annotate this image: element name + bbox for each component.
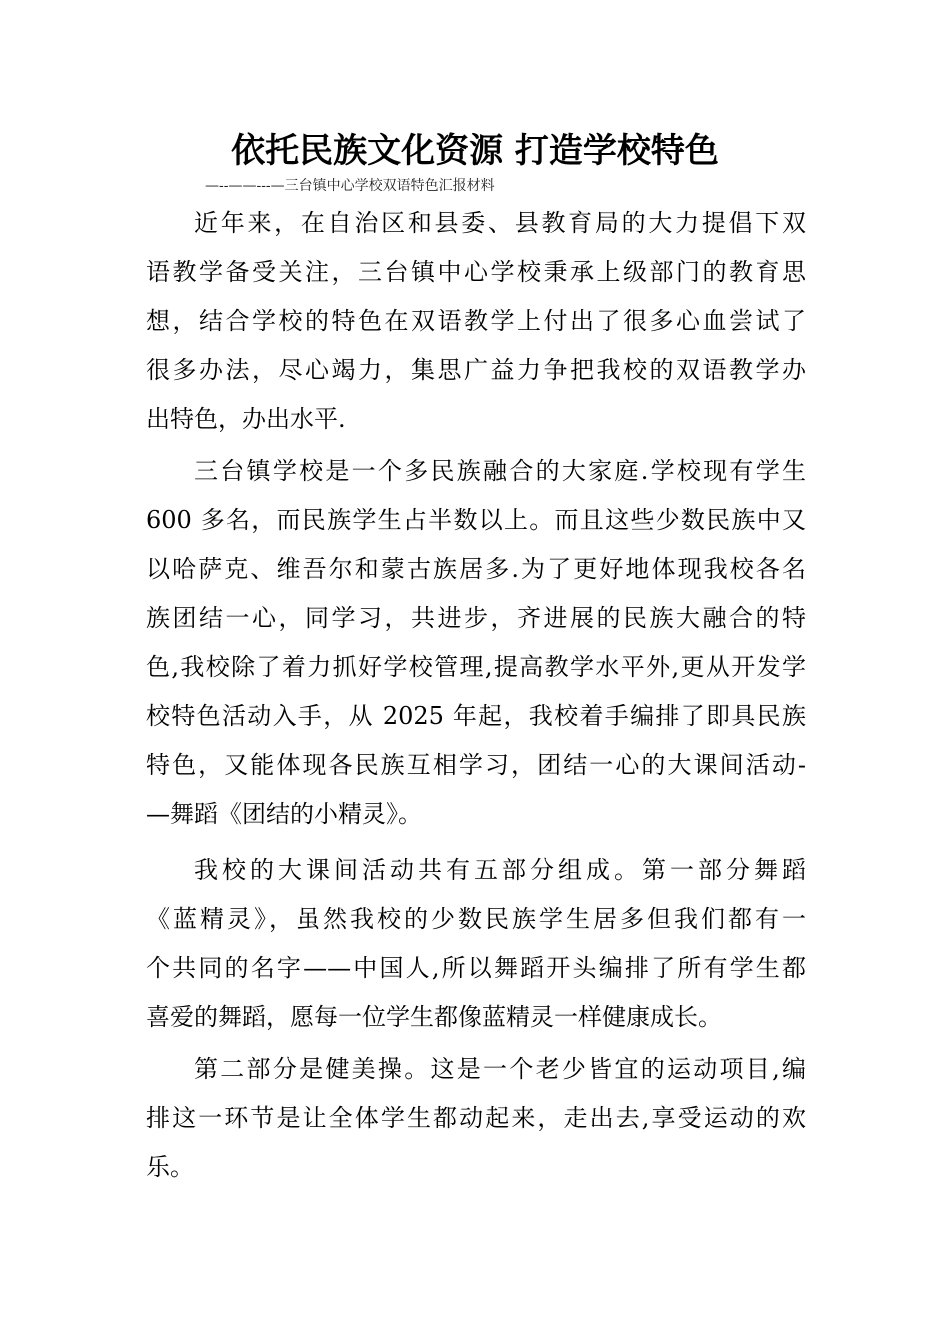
paragraph-1 [146, 199, 806, 444]
document-subtitle: —--——---—三台镇中心学校双语特色汇报材料 [205, 178, 495, 194]
paragraph-line: 第二部分是健美操。这是一个老少皆宜的运动项目,编 [194, 1055, 806, 1083]
paragraph-line: 乐。 [146, 1153, 194, 1181]
paragraph-line: 出特色，办出水平. [146, 405, 346, 433]
paragraph-line: 喜爱的舞蹈，愿每一位学生都像蓝精灵一样健康成长。 [146, 1003, 722, 1031]
document-title: 依托民族文化资源 打造学校特色 [231, 131, 719, 171]
paragraph-line: 我校的大课间活动共有五部分组成。第一部分舞蹈 [194, 856, 806, 884]
paragraph-line: 三台镇学校是一个多民族融合的大家庭.学校现有学生 [194, 457, 806, 485]
paragraph-line: 很多办法，尽心竭力，集思广益力争把我校的双语教学办 [146, 356, 806, 384]
paragraph-4 [146, 1045, 806, 1192]
paragraph-line: 《蓝精灵》，虽然我校的少数民族学生居多但我们都有一 [146, 905, 806, 933]
paragraph-line: 色,我校除了着力抓好学校管理,提高教学水平外,更从开发学 [146, 653, 806, 681]
paragraph-2 [146, 447, 806, 839]
paragraph-line: 特色，又能体现各民族互相学习，团结一心的大课间活动- [146, 751, 806, 779]
paragraph-3 [146, 846, 806, 1042]
paragraph-line: 个共同的名字——中国人,所以舞蹈开头编排了所有学生都 [146, 954, 806, 982]
paragraph-line: —舞蹈《团结的小精灵》。 [146, 800, 422, 828]
paragraph-line: 语教学备受关注，三台镇中心学校秉承上级部门的教育思 [146, 258, 806, 286]
paragraph-line: 以哈萨克、维吾尔和蒙古族居多.为了更好地体现我校各名 [146, 555, 806, 583]
paragraph-line: 校特色活动入手，从 2025 年起，我校着手编排了即具民族 [146, 702, 806, 730]
paragraph-line: 近年来，在自治区和县委、县教育局的大力提倡下双 [194, 209, 806, 237]
paragraph-line: 600 多名，而民族学生占半数以上。而且这些少数民族中又 [146, 506, 806, 534]
paragraph-line: 族团结一心，同学习，共进步，齐进展的民族大融合的特 [146, 604, 806, 632]
paragraph-line: 想，结合学校的特色在双语教学上付出了很多心血尝试了 [146, 307, 806, 335]
paragraph-line: 排这一环节是让全体学生都动起来，走出去,享受运动的欢 [146, 1104, 806, 1132]
